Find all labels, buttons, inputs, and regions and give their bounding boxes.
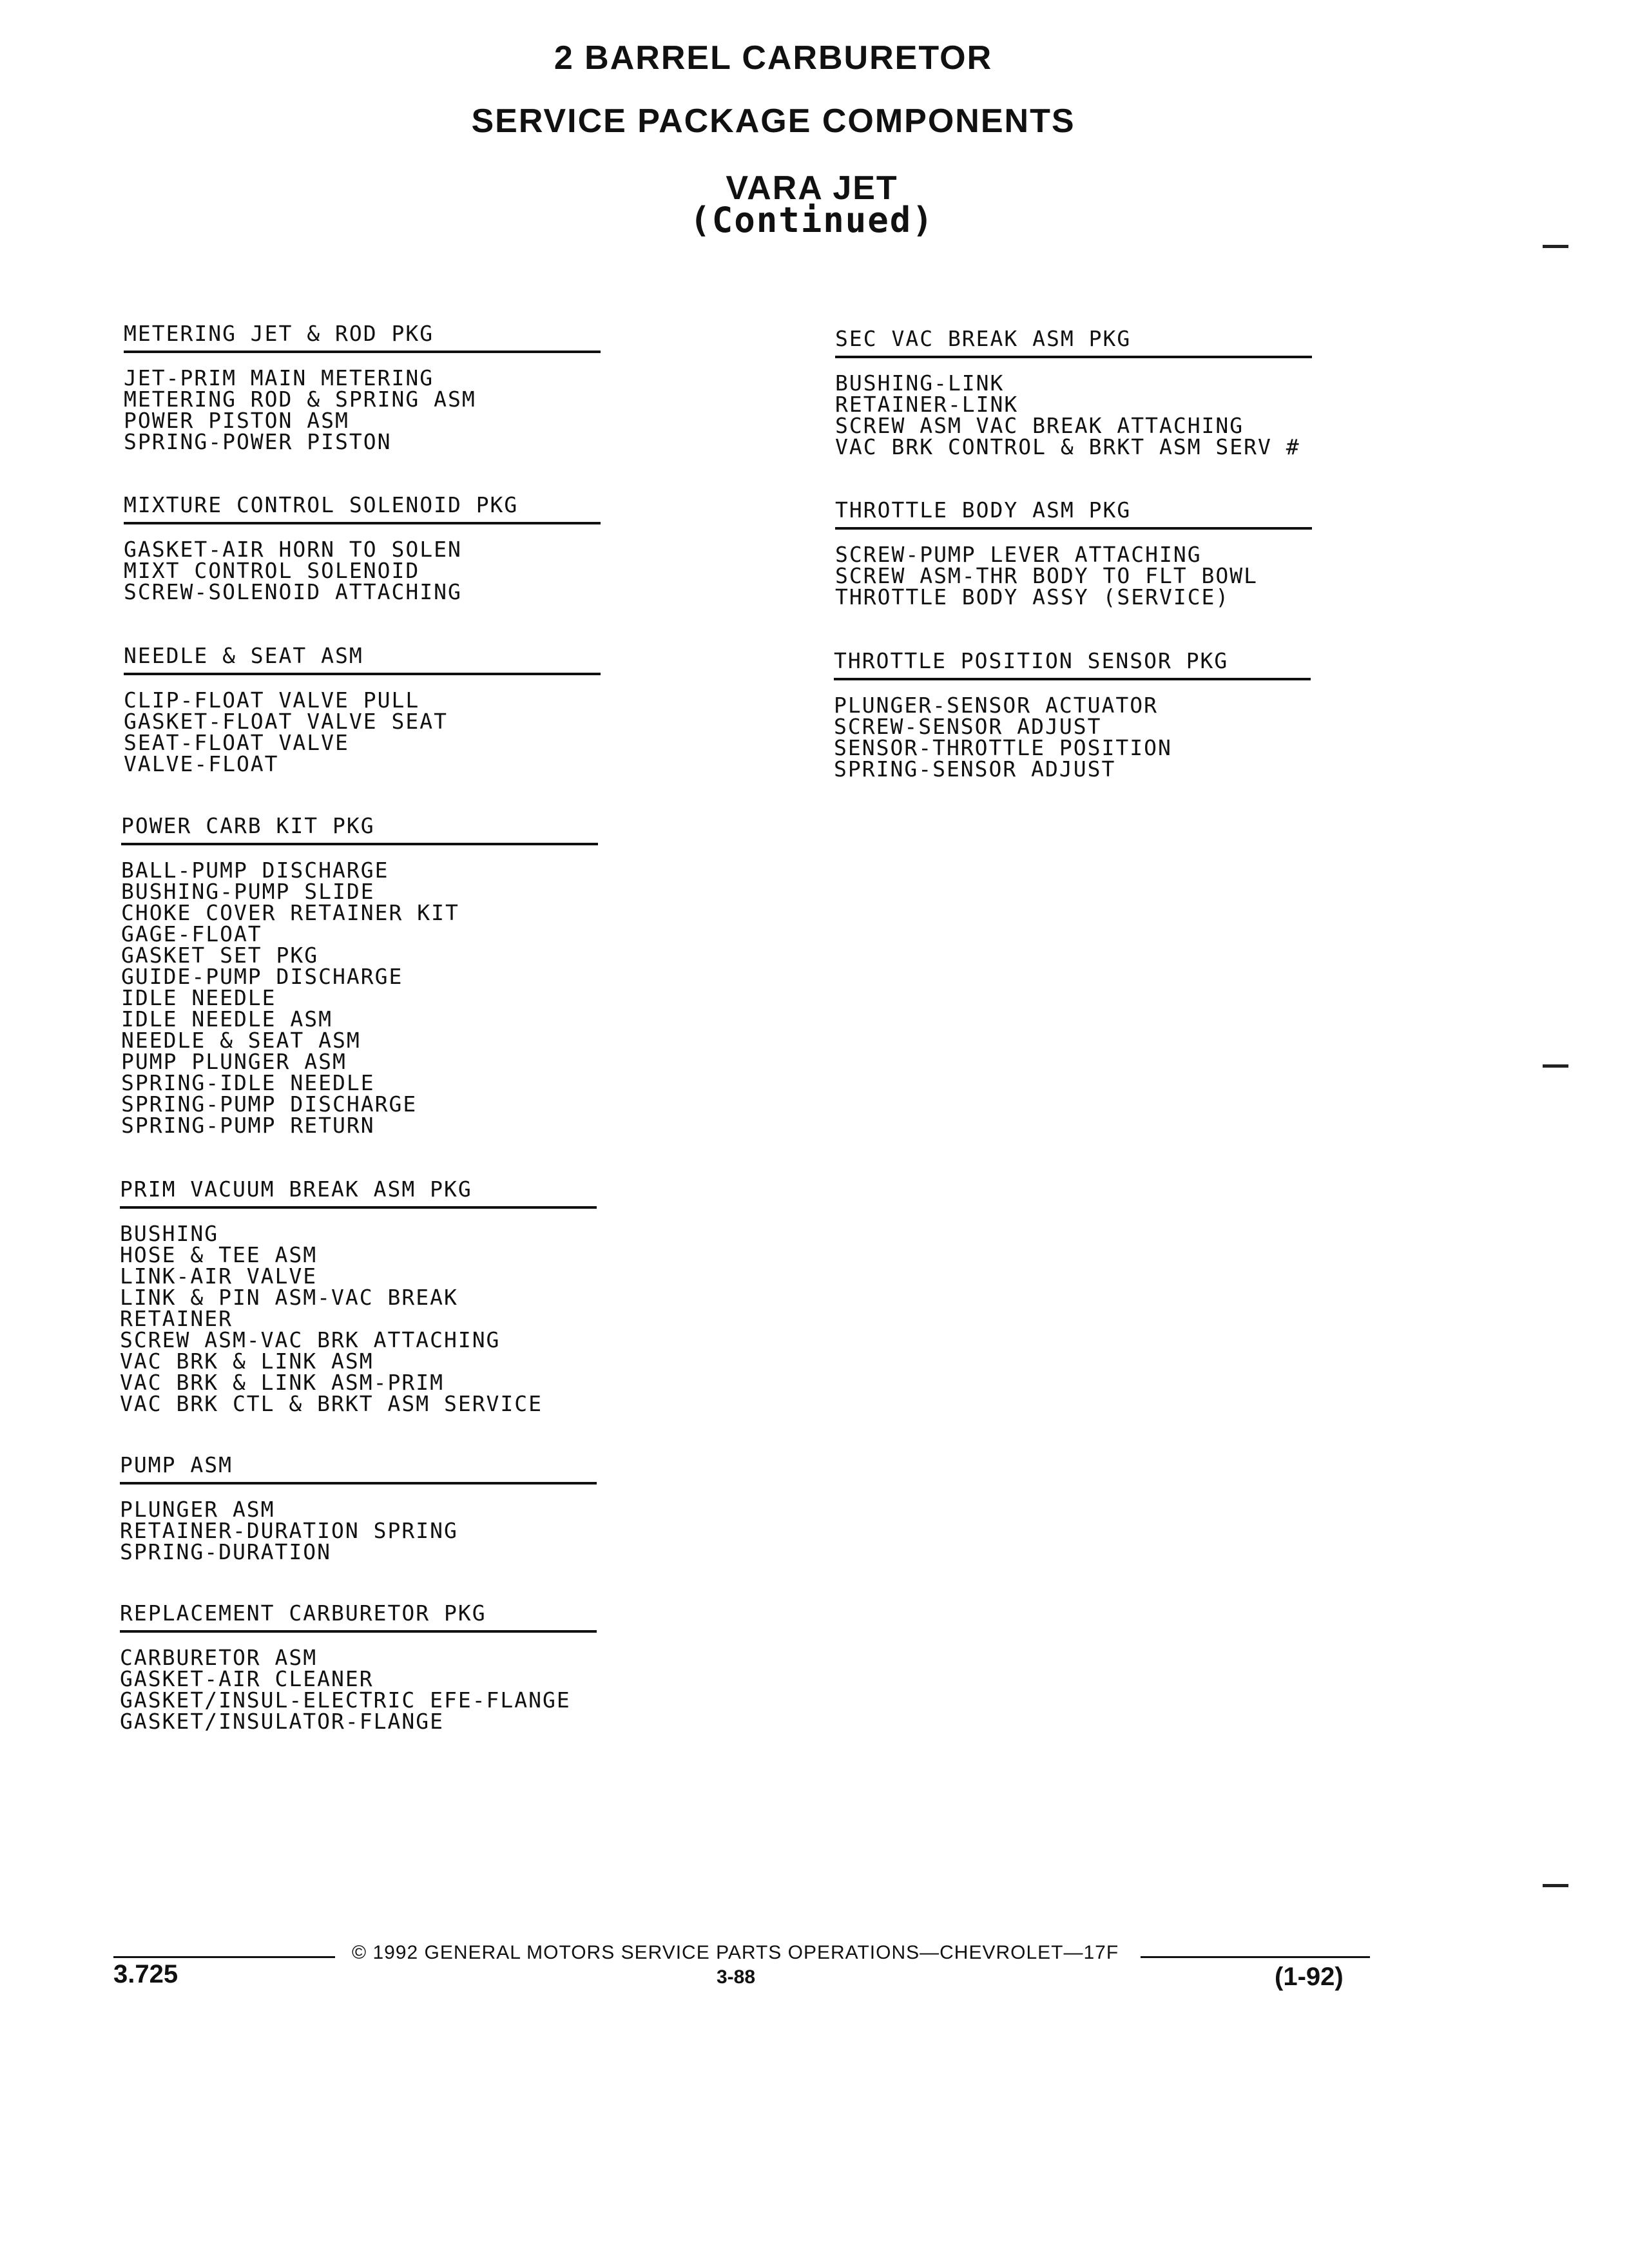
section-pump-asm — [120, 1452, 597, 1562]
section-metering-jet-rod — [124, 321, 601, 452]
list-item: PLUNGER ASM — [120, 1497, 275, 1522]
list-item: NEEDLE & SEAT ASM — [121, 1028, 361, 1053]
section-prim-vacuum-break — [120, 1177, 597, 1414]
copyright-line: © 1992 GENERAL MOTORS SERVICE PARTS OPERATIONS—CHEVROLET—17F — [352, 1942, 1119, 1963]
list-item: GASKET/INSUL-ELECTRIC EFE-FLANGE — [120, 1687, 571, 1713]
section-title: NEEDLE & SEAT ASM — [124, 643, 601, 675]
edge-mark — [1543, 1064, 1568, 1068]
page-subtitle: SERVICE PACKAGE COMPONENTS — [471, 102, 1075, 140]
list-item: BUSHING — [120, 1221, 219, 1246]
list-item: SCREW ASM-VAC BRK ATTACHING — [120, 1327, 501, 1352]
list-item: RETAINER-DURATION SPRING — [120, 1518, 458, 1543]
list-item: RETAINER — [120, 1306, 233, 1331]
list-item: GASKET-AIR HORN TO SOLEN — [124, 537, 462, 562]
section-title: PUMP ASM — [120, 1452, 597, 1485]
list-item: IDLE NEEDLE — [121, 985, 276, 1010]
section-title: SEC VAC BREAK ASM PKG — [835, 326, 1312, 358]
list-item: METERING ROD & SPRING ASM — [124, 387, 476, 412]
list-item: GASKET-FLOAT VALVE SEAT — [124, 709, 448, 734]
list-item: BUSHING-PUMP SLIDE — [121, 879, 375, 904]
page-title: 2 BARREL CARBURETOR — [554, 39, 993, 77]
list-item: SPRING-SENSOR ADJUST — [834, 756, 1116, 782]
list-item: GASKET-AIR CLEANER — [120, 1666, 374, 1691]
section-mixture-control-solenoid — [124, 492, 601, 602]
list-item: SPRING-POWER PISTON — [124, 429, 392, 454]
list-item: GUIDE-PUMP DISCHARGE — [121, 964, 403, 989]
list-item: VAC BRK CTL & BRKT ASM SERVICE — [120, 1391, 543, 1416]
list-item: VAC BRK & LINK ASM-PRIM — [120, 1370, 444, 1395]
list-item: BUSHING-LINK — [835, 370, 1005, 396]
edge-mark — [1543, 1884, 1568, 1887]
section-power-carb-kit — [121, 813, 598, 1136]
continued-label: (Continued) — [689, 200, 934, 240]
date-code: (1-92) — [1275, 1963, 1344, 1991]
section-throttle-body — [835, 497, 1312, 608]
list-item: SCREW ASM VAC BREAK ATTACHING — [835, 413, 1244, 438]
edge-mark — [1543, 245, 1568, 248]
section-number: 3.725 — [113, 1960, 178, 1988]
section-title: THROTTLE BODY ASM PKG — [835, 497, 1312, 530]
list-item: SENSOR-THROTTLE POSITION — [834, 735, 1172, 760]
carburetor-model: VARA JET — [726, 169, 898, 207]
list-item: VALVE-FLOAT — [124, 751, 279, 776]
footer-rule-left — [113, 1956, 335, 1958]
list-item: CLIP-FLOAT VALVE PULL — [124, 687, 420, 713]
list-item: SCREW-SENSOR ADJUST — [834, 714, 1102, 739]
list-item: GASKET SET PKG — [121, 943, 319, 968]
section-title: THROTTLE POSITION SENSOR PKG — [834, 648, 1311, 680]
list-item: SPRING-PUMP DISCHARGE — [121, 1091, 418, 1117]
section-replacement-carburetor — [120, 1600, 597, 1732]
list-item: BALL-PUMP DISCHARGE — [121, 858, 389, 883]
list-item: CHOKE COVER RETAINER KIT — [121, 900, 459, 925]
section-title: REPLACEMENT CARBURETOR PKG — [120, 1600, 597, 1633]
list-item: RETAINER-LINK — [835, 392, 1019, 417]
section-title: PRIM VACUUM BREAK ASM PKG — [120, 1177, 597, 1209]
section-title: POWER CARB KIT PKG — [121, 813, 598, 845]
list-item: IDLE NEEDLE ASM — [121, 1006, 333, 1032]
list-item: MIXT CONTROL SOLENOID — [124, 558, 420, 583]
section-title: MIXTURE CONTROL SOLENOID PKG — [124, 492, 601, 524]
page-number: 3-88 — [717, 1966, 756, 1988]
list-item: LINK-AIR VALVE — [120, 1264, 318, 1289]
list-item: GASKET/INSULATOR-FLANGE — [120, 1709, 444, 1734]
list-item: PLUNGER-SENSOR ACTUATOR — [834, 693, 1158, 718]
list-item: THROTTLE BODY ASSY (SERVICE) — [835, 584, 1230, 610]
list-item: CARBURETOR ASM — [120, 1645, 318, 1670]
list-item: SPRING-PUMP RETURN — [121, 1113, 375, 1138]
list-item: VAC BRK CONTROL & BRKT ASM SERV # — [835, 434, 1300, 459]
list-item: POWER PISTON ASM — [124, 408, 349, 433]
section-sec-vac-break — [835, 326, 1312, 457]
section-title: METERING JET & ROD PKG — [124, 321, 601, 353]
list-item: SPRING-IDLE NEEDLE — [121, 1070, 375, 1095]
list-item: GAGE-FLOAT — [121, 921, 262, 947]
section-throttle-position-sensor — [834, 648, 1311, 780]
list-item: PUMP PLUNGER ASM — [121, 1049, 347, 1074]
list-item: SCREW-SOLENOID ATTACHING — [124, 579, 462, 604]
list-item: HOSE & TEE ASM — [120, 1242, 318, 1267]
section-needle-seat — [124, 643, 601, 774]
list-item: VAC BRK & LINK ASM — [120, 1349, 374, 1374]
list-item: SPRING-DURATION — [120, 1539, 332, 1564]
list-item: SCREW-PUMP LEVER ATTACHING — [835, 542, 1202, 567]
list-item: LINK & PIN ASM-VAC BREAK — [120, 1285, 458, 1310]
list-item: JET-PRIM MAIN METERING — [124, 365, 434, 390]
list-item: SCREW ASM-THR BODY TO FLT BOWL — [835, 563, 1258, 588]
list-item: SEAT-FLOAT VALVE — [124, 730, 349, 755]
footer-rule-right — [1141, 1956, 1370, 1958]
